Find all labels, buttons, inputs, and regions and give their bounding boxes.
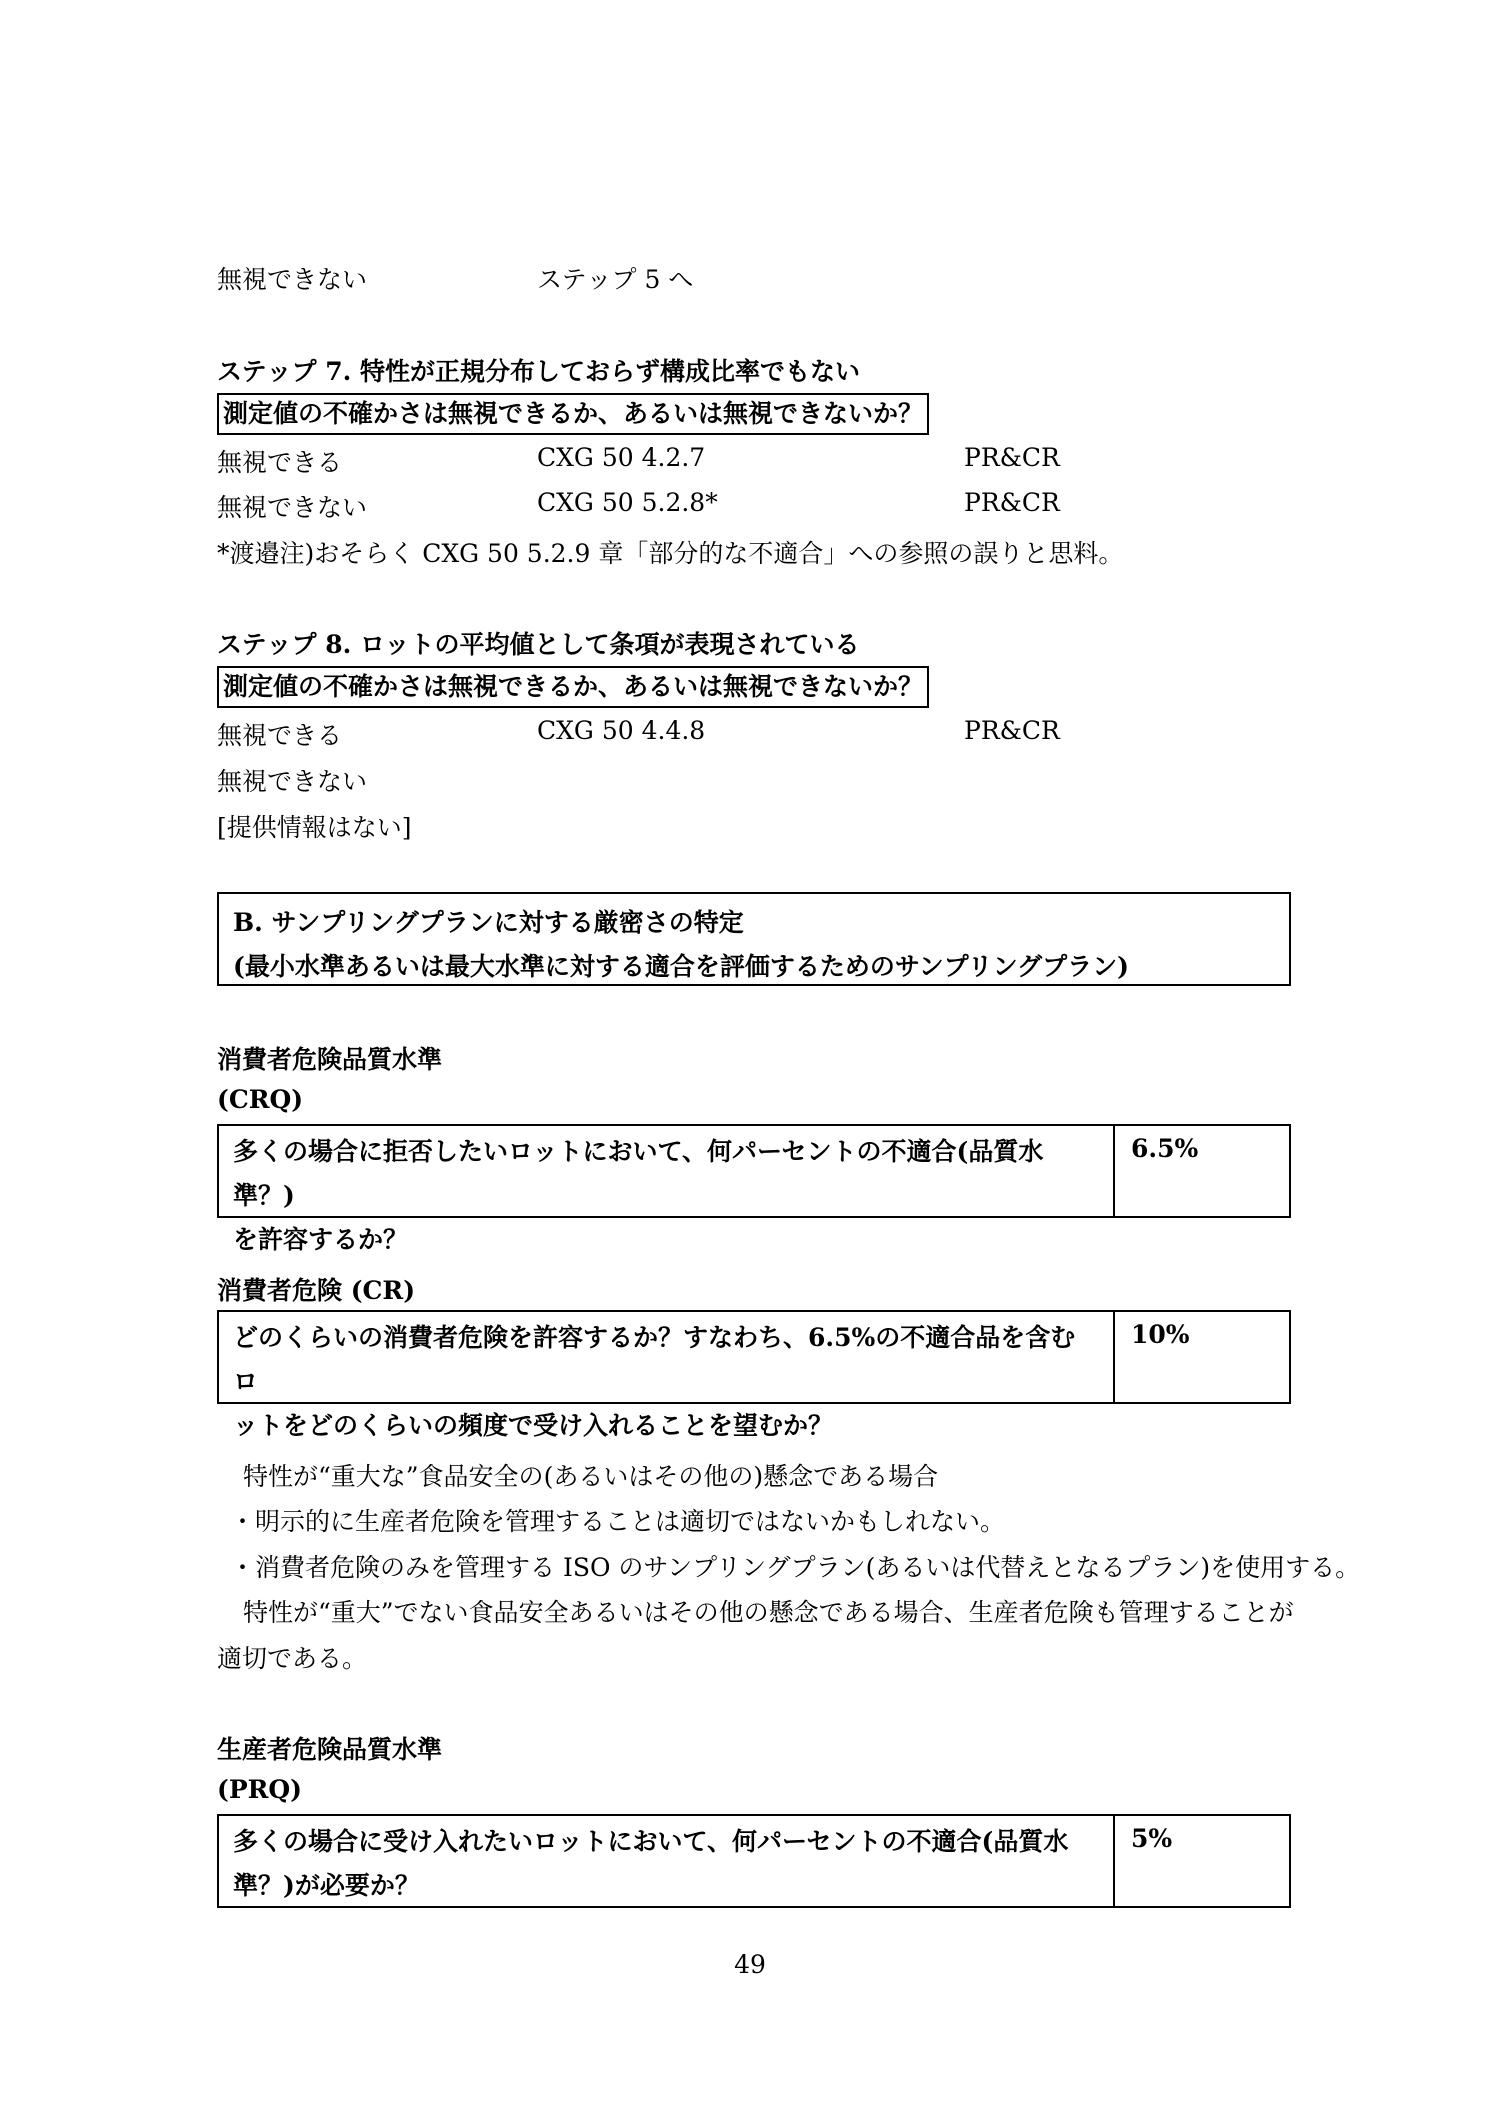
- prq-question-line2: 準？)が必要か？: [233, 1871, 420, 1900]
- step7-heading: ステップ 7. 特性が正規分布しておらず構成比率でもない: [217, 357, 861, 386]
- step8-heading: ステップ 8. ロットの平均値として条項が表現されている: [217, 630, 860, 659]
- paragraph-line5: 適切である。: [217, 1644, 368, 1673]
- step8-row2-label: 無視できない: [217, 767, 368, 796]
- paragraph-line3: ・消費者危険のみを管理する ISO のサンプリングプラン(あるいは代替えとなるプラン)を使用する。: [230, 1553, 1361, 1582]
- top-row-label: 無視できない: [217, 265, 368, 294]
- step8-note: [提供情報はない]: [217, 813, 412, 842]
- prq-value: 5%: [1131, 1824, 1173, 1853]
- cr-question-line1: どのくらいの消費者危険を許容するか？すなわち、6.5%の不適合品を含むロ: [233, 1323, 1076, 1396]
- step7-question: 測定値の不確かさは無視できるか、あるいは無視できないか？: [223, 399, 924, 428]
- paragraph-line4: 特性が“重大”でない食品安全あるいはその他の懸念である場合、生産者危険も管理することが: [243, 1598, 1294, 1627]
- section-b-title: B. サンプリングプランに対する厳密さの特定: [233, 908, 744, 937]
- crq-value: 6.5%: [1131, 1134, 1199, 1163]
- step7-row2-label: 無視できない: [217, 493, 368, 522]
- step8-question-box: [217, 666, 929, 708]
- step7-row1-ref: CXG 50 4.2.7: [537, 443, 706, 472]
- step7-question-box: [217, 393, 929, 435]
- prq-abbr: (PRQ): [217, 1775, 303, 1804]
- cr-title: 消費者危険 (CR): [217, 1276, 416, 1305]
- step7-row1-type: PR&CR: [964, 443, 1060, 472]
- step7-row1-label: 無視できる: [217, 448, 343, 477]
- step7-row2-type: PR&CR: [964, 488, 1060, 517]
- crq-table: [217, 1124, 1291, 1254]
- paragraph-line1: 特性が“重大な”食品安全の(あるいはその他の)懸念である場合: [243, 1462, 939, 1491]
- crq-abbr: (CRQ): [217, 1085, 304, 1114]
- step8-row1-type: PR&CR: [964, 716, 1060, 745]
- step8-row1-ref: CXG 50 4.4.8: [537, 716, 706, 745]
- step8-row1-label: 無視できる: [217, 721, 343, 750]
- cr-question-cell: [219, 1312, 1115, 1440]
- cr-question-line2: ットをどのくらいの頻度で受け入れることを望むか？: [233, 1411, 834, 1440]
- crq-question-line2: を許容するか？: [233, 1225, 409, 1254]
- cr-table: [217, 1310, 1291, 1440]
- top-row-next-step: ステップ 5 へ: [537, 265, 694, 294]
- cr-value: 10%: [1131, 1320, 1190, 1349]
- crq-question-line1: 多くの場合に拒否したいロットにおいて、何パーセントの不適合(品質水準？): [233, 1137, 1044, 1210]
- section-b-subtitle: (最小水準あるいは最大水準に対する適合を評価するためのサンプリングプラン): [233, 952, 1129, 981]
- page-number: 49: [734, 1950, 766, 1979]
- step8-question: 測定値の不確かさは無視できるか、あるいは無視できないか？: [223, 672, 924, 701]
- step7-note: *渡邉注)おそらく CXG 50 5.2.9 章「部分的な不適合」への参照の誤りと思料。: [217, 539, 1124, 568]
- prq-question-line1: 多くの場合に受け入れたいロットにおいて、何パーセントの不適合(品質水: [233, 1827, 1069, 1856]
- prq-title: 生産者危険品質水準: [217, 1735, 443, 1764]
- crq-question-cell: [219, 1126, 1115, 1254]
- step7-row2-ref: CXG 50 5.2.8*: [537, 488, 718, 517]
- prq-table: [217, 1814, 1291, 1908]
- prq-question-cell: [219, 1816, 1115, 1906]
- crq-title: 消費者危険品質水準: [217, 1045, 443, 1074]
- paragraph-line2: ・明示的に生産者危険を管理することは適切ではないかもしれない。: [230, 1507, 1006, 1536]
- section-b-box: [217, 892, 1291, 986]
